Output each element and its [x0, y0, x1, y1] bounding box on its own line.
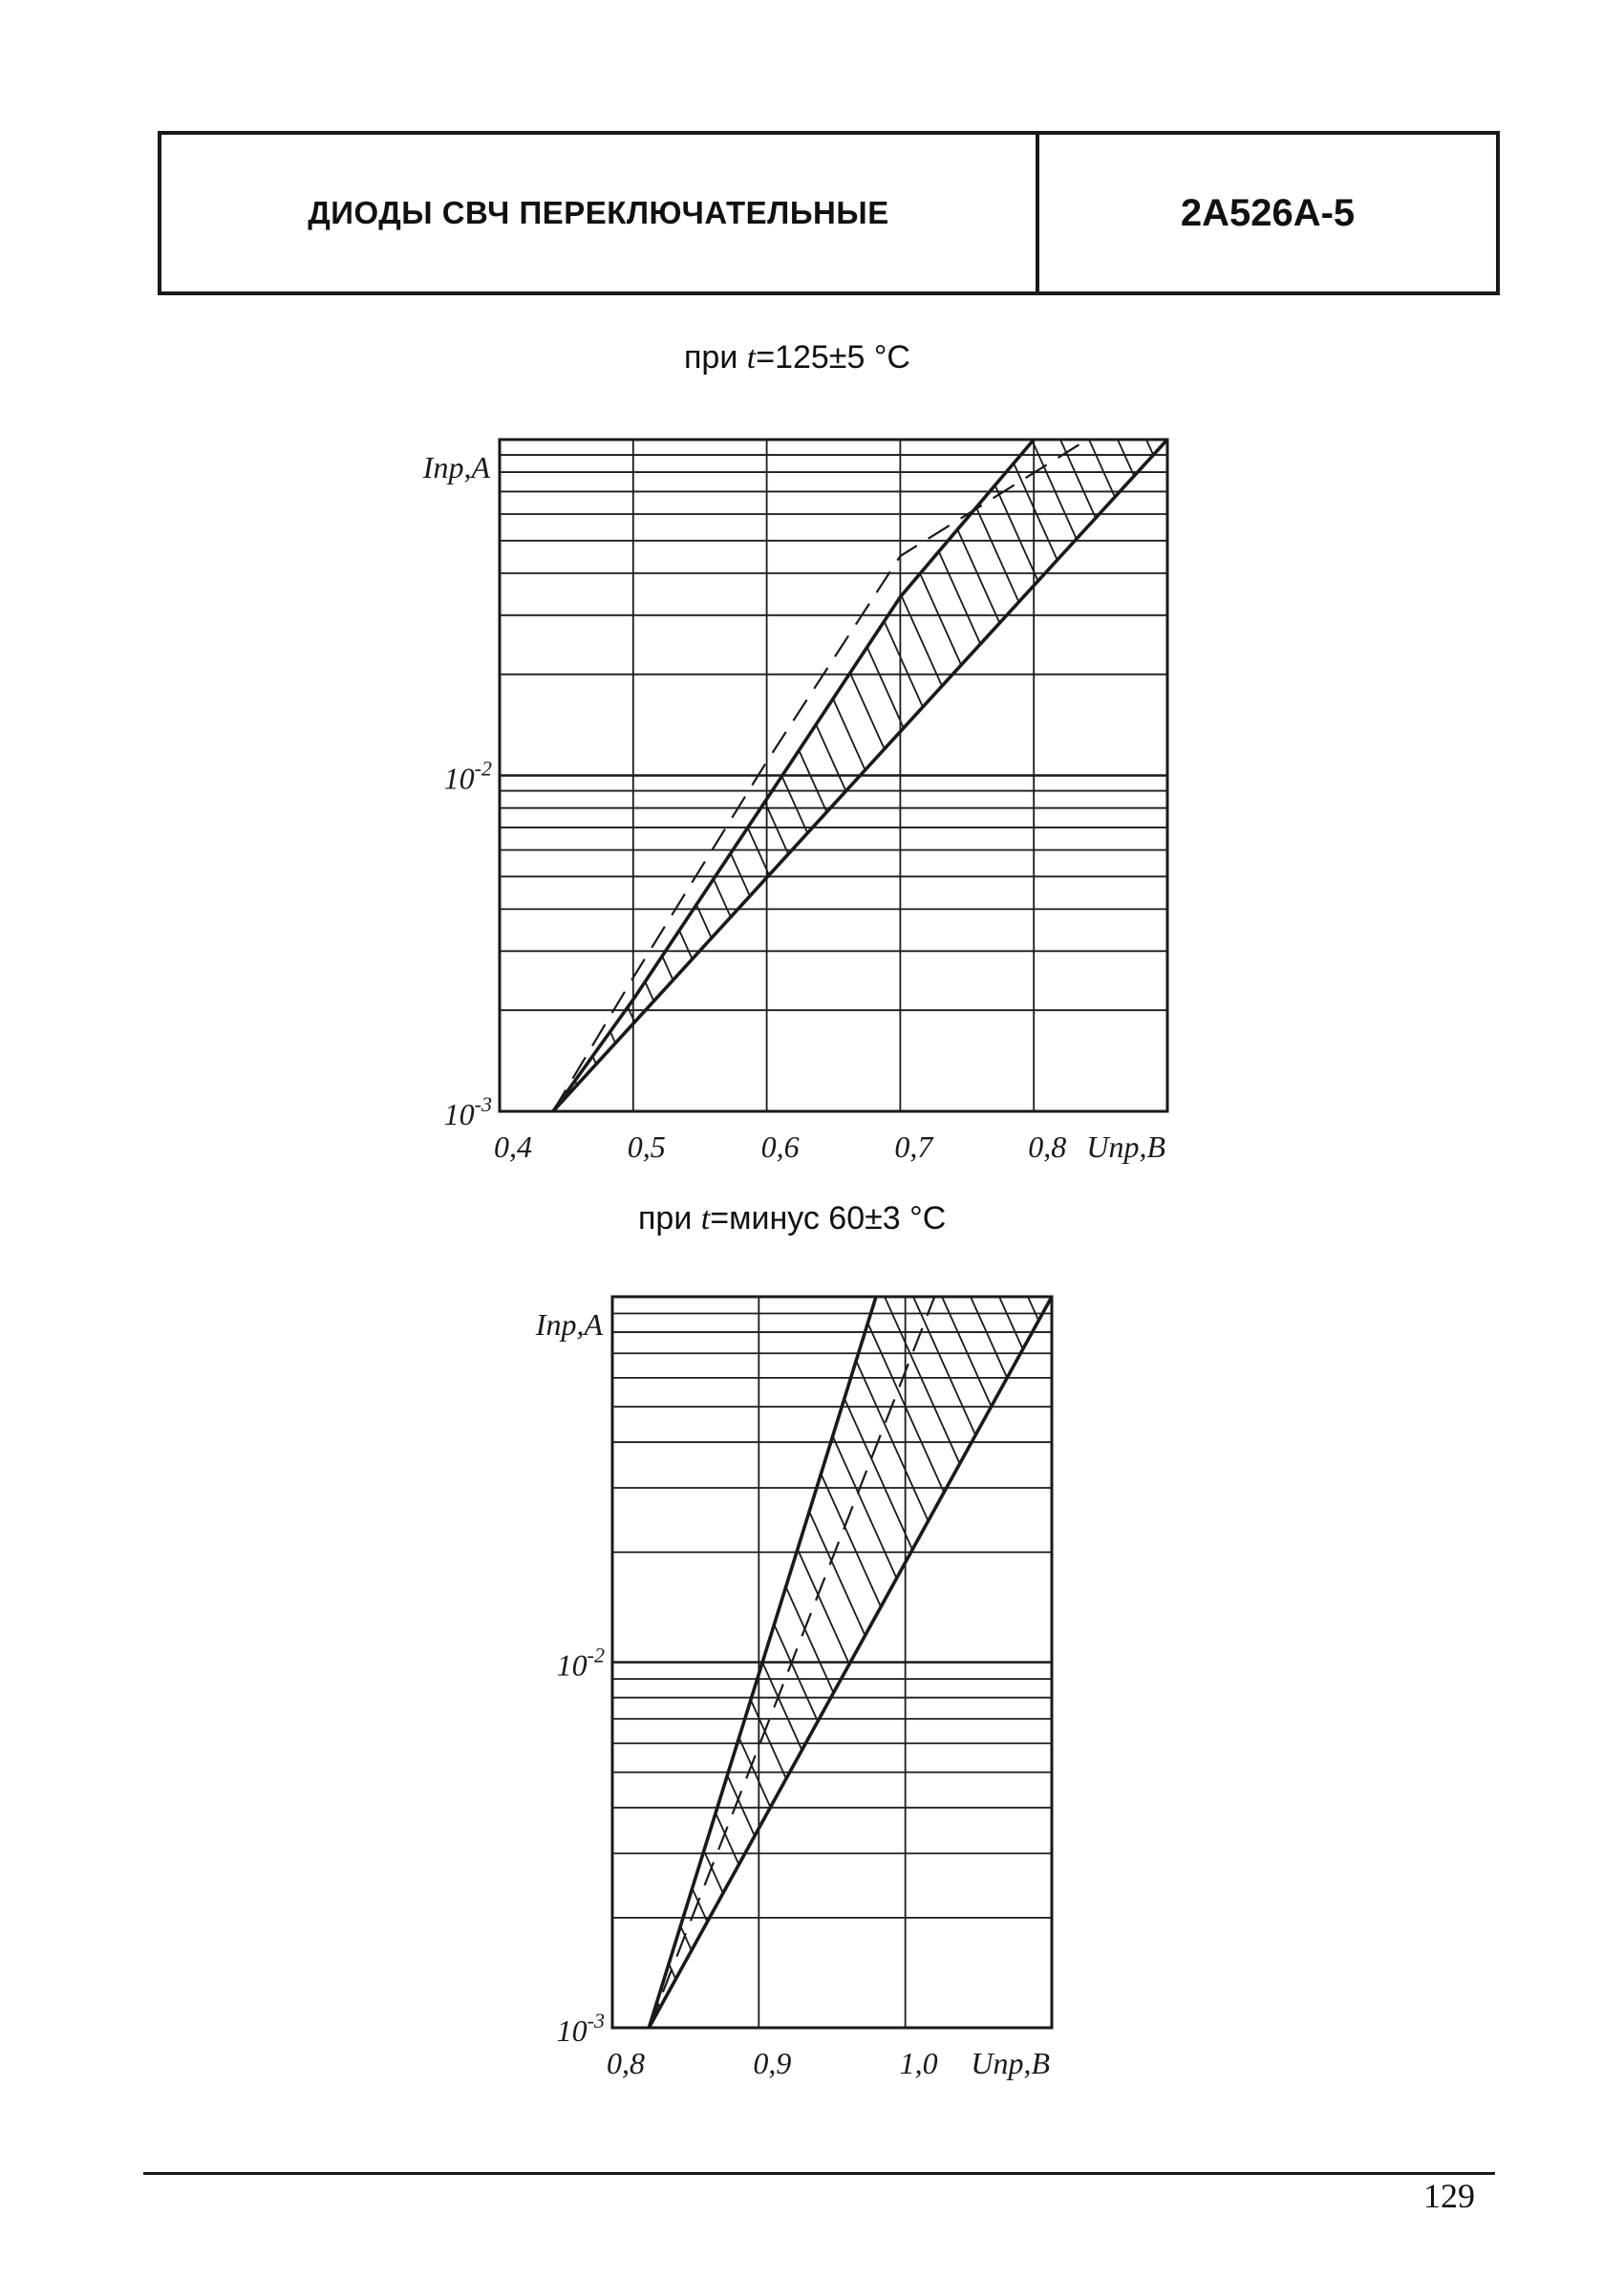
hatch-line — [1286, 1297, 1614, 2028]
x-tick-label: 0,8 — [1028, 1129, 1067, 1164]
hatch-line — [1171, 1297, 1500, 2028]
y-axis-label: Iпр,А — [422, 450, 490, 484]
x-tick-label: 0,6 — [760, 1129, 800, 1164]
condition-rest: =125±5 °С — [756, 339, 910, 376]
hatch-line — [1257, 1297, 1586, 2028]
y-tick-label: $10^{-3}$ — [556, 2009, 605, 2048]
y-tick-label: $10^{-3}$ — [443, 1092, 492, 1131]
document-title: ДИОДЫ СВЧ ПЕРЕКЛЮЧАТЕЛЬНЫЕ — [308, 195, 889, 230]
x-tick-label: 0,9 — [753, 2046, 792, 2080]
hatch-line — [1572, 1297, 1624, 2028]
hatch-line — [1057, 1297, 1385, 2028]
x-axis-label: Uпр,В — [971, 2046, 1050, 2080]
hatch-line — [197, 1297, 525, 2028]
x-tick-label: 0,7 — [894, 1129, 933, 1164]
hatch-line — [1114, 1297, 1442, 2028]
hatch-line — [1544, 1297, 1624, 2028]
hatch-line — [1085, 1297, 1414, 2028]
hatch-line — [1229, 1297, 1557, 2028]
hatch-line — [1429, 1297, 1624, 2028]
y-axis-label: Iпр,А — [535, 1307, 603, 1342]
hatch-line — [0, 1297, 325, 2028]
x-tick-label: 0,4 — [494, 1129, 532, 1164]
condition-var: t — [746, 340, 757, 376]
hatch-line — [254, 1297, 583, 2028]
x-tick-label: 1,0 — [899, 2046, 938, 2080]
hatch-line — [0, 1297, 239, 2028]
condition-prefix: при — [684, 339, 747, 376]
part-number: 2А526А-5 — [1180, 191, 1356, 234]
hatch-line — [1601, 1297, 1624, 2028]
hatch-line — [82, 1297, 411, 2028]
footer-rule — [143, 2172, 1495, 2175]
x-tick-label: 0,8 — [607, 2046, 645, 2080]
hatch-line — [1486, 1297, 1624, 2028]
hatch-line — [53, 1297, 382, 2028]
hatch-line — [139, 1297, 468, 2028]
hatch-line — [0, 1297, 296, 2028]
hatch-line — [111, 1297, 439, 2028]
hatch-line — [0, 1297, 267, 2028]
page-number: 129 — [1423, 2177, 1475, 2215]
y-tick-label: $10^{-2}$ — [556, 1643, 605, 1683]
hatch-line — [1028, 1297, 1357, 2028]
hatch-line — [1200, 1297, 1528, 2028]
x-axis-label: Uпр,В — [1086, 1129, 1165, 1164]
hatch-line — [168, 1297, 497, 2028]
hatch-line — [25, 1297, 353, 2028]
hatch-line — [1515, 1297, 1624, 2028]
hatch-line — [1343, 1297, 1624, 2028]
hatch-line — [0, 1297, 210, 2028]
hatch-line — [225, 1297, 554, 2028]
hatch-line — [1372, 1297, 1624, 2028]
condition-prefix: при — [638, 1200, 701, 1237]
condition-var: t — [700, 1201, 711, 1237]
hatch-line — [1143, 1297, 1471, 2028]
hatch-line — [1458, 1297, 1624, 2028]
y-tick-label: $10^{-2}$ — [443, 756, 492, 796]
hatch-line — [1314, 1297, 1624, 2028]
x-tick-label: 0,5 — [627, 1129, 666, 1164]
condition-rest: =минус 60±3 °С — [710, 1200, 947, 1237]
hatch-line — [1400, 1297, 1624, 2028]
